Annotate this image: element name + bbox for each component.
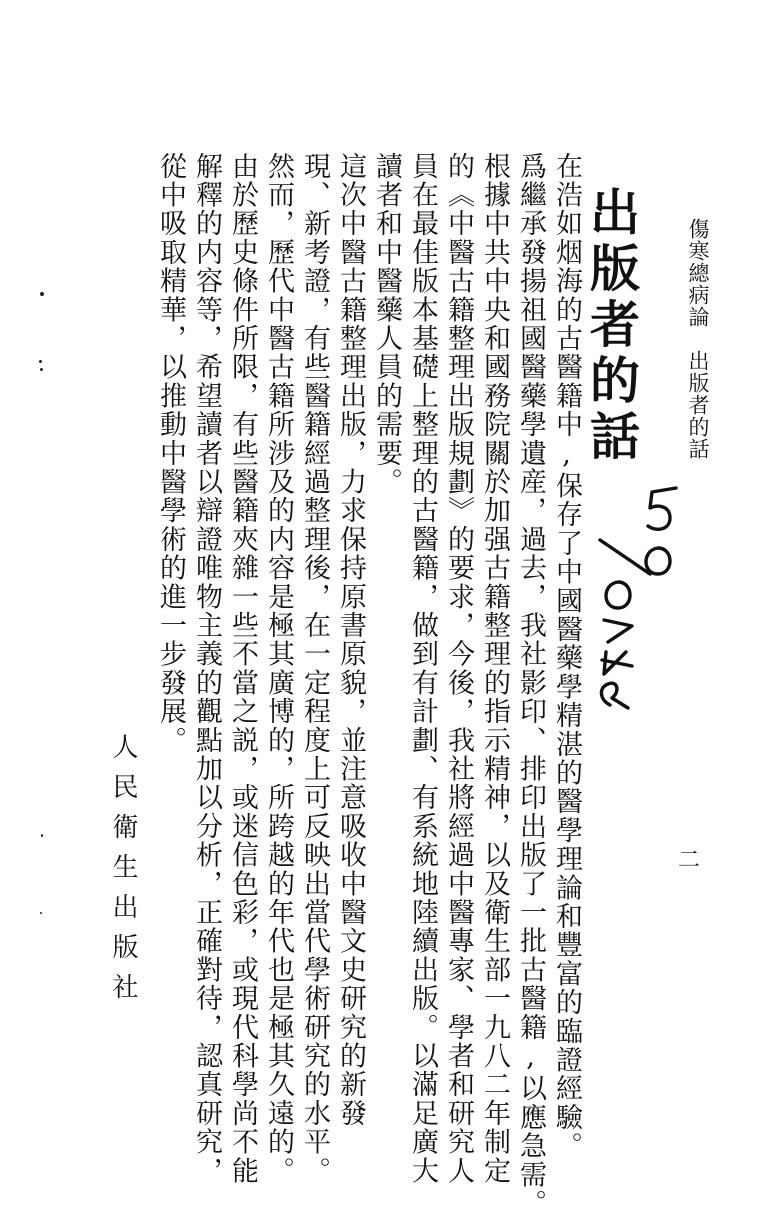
paragraph-line: 員在最佳版本基礎上整理的古醫籍，做到有計劃、有系統地陸續出版。以滿足廣大: [407, 152, 438, 1186]
speck: [40, 292, 44, 296]
page-title: 出版者的話: [582, 186, 641, 466]
speck: [40, 368, 43, 371]
paragraph-line: 讀者和中醫藥人員的需要。: [371, 152, 402, 497]
paragraph-line: 然而，歷代中醫古籍所涉及的内容是極其廣博的，所跨越的年代也是極其久遠的。: [263, 152, 294, 1186]
paragraph-line: 在浩如烟海的古醫籍中,保存了中國醫藥學精湛的醫學理論和豐富的臨證經驗。: [551, 152, 582, 1161]
speck: [41, 834, 43, 837]
speck: [40, 912, 42, 914]
paragraph-line: 從中吸取精華，以推動中醫學術的進一步發展。: [155, 152, 186, 755]
paragraph-line: 解釋的内容等，希望讀者以辯證唯物主義的觀點加以分析，正確對待，認真研究，: [191, 152, 222, 1186]
speck: [39, 360, 42, 363]
handwritten-call-number: [592, 470, 692, 720]
publisher-name: 人民衛生出版社: [108, 733, 138, 1013]
paragraph-line: 現、新考證，有些醫籍經過整理後，在一定程度上可反映出當代學術研究的水平。: [299, 152, 330, 1186]
paragraph-line: 爲繼承發揚祖國醫藥學遺産，過去，我社影印、排印出版了一批古醫籍,以應急需。: [515, 152, 546, 1218]
paragraph-line: 的《中醫古籍整理出版規劃》的要求，今後，我社將經過中醫專家、學者和研究人: [443, 152, 474, 1186]
paragraph-line: 根據中共中央和國務院關於加强古籍整理的指示精神，以及衛生部一九八二年制定: [479, 152, 510, 1186]
running-header: 傷寒總病論 出版者的話: [686, 218, 710, 460]
paragraph-line: 由於歷史條件所限，有些醫籍夾雜一些不當之説，或迷信色彩，或現代科學尚不能: [227, 152, 258, 1186]
paragraph-line: 這次中醫古籍整理出版，力求保持原書原貌，並注意吸收中醫文史研究的新發: [335, 152, 366, 1128]
page-number: 二: [677, 848, 700, 873]
